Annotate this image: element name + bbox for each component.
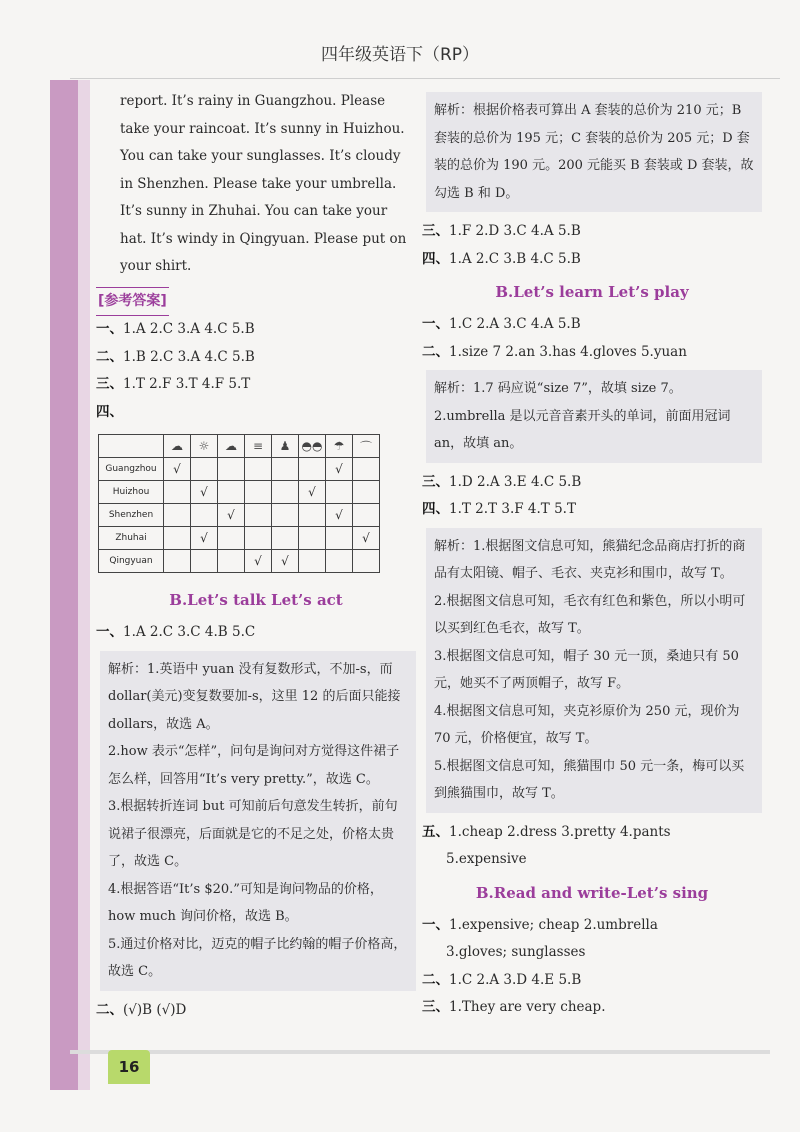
city-label: Zhuhai <box>99 527 164 550</box>
table-cell <box>299 504 326 527</box>
analysis-paragraph: 解析：1.7 码应说“size 7”，故填 size 7。 <box>434 381 682 396</box>
answer-row <box>422 469 762 497</box>
analysis-paragraph: 解析：根据价格表可算出 A 套装的总价为 210 元；B 套装的总价为 195 元；C 套装的总价为 205 元；D 套装的总价为 190 元。200 元能买 B 套装或 D 套装，故勾选 B 和 D。 <box>434 103 754 201</box>
sunglasses-icon: ◓◓ <box>299 435 326 458</box>
table-cell <box>164 527 191 550</box>
answer-row: 5.expensive <box>446 851 527 867</box>
section-mark: 二、 <box>422 343 449 360</box>
analysis-box <box>426 528 762 813</box>
check-mark-cell: √ <box>299 481 326 504</box>
table-cell <box>272 504 299 527</box>
table-cell <box>272 481 299 504</box>
hat-icon: ⌒ <box>353 435 380 458</box>
analysis-box <box>426 92 762 212</box>
answer-text: 1.They are very cheap. <box>449 999 606 1015</box>
table-cell <box>191 504 218 527</box>
table-cell <box>299 527 326 550</box>
left-column <box>96 88 416 1024</box>
section-mark: 三、 <box>422 223 449 239</box>
section-mark: 四、 <box>96 403 123 420</box>
check-mark-cell: √ <box>218 504 245 527</box>
analysis-paragraph: 2.how 表示“怎样”，问句是询问对方觉得这件裙子怎么样，回答用“It’s very pretty.”，故选 C。 <box>108 744 400 787</box>
table-cell <box>299 458 326 481</box>
table-cell <box>164 550 191 573</box>
analysis-paragraph: 4.根据图文信息可知，夹克衫原价为 250 元，现价为 70 元，价格便宜，故写 T。 <box>434 703 740 746</box>
table-cell <box>299 550 326 573</box>
answer-row <box>422 218 762 246</box>
answer-row <box>96 316 416 344</box>
answer-key-line <box>96 287 416 317</box>
answer-row <box>422 967 762 995</box>
analysis-paragraph: 3.根据转折连词 but 可知前后句意发生转折，前句说裙子很漂亮，后面就是它的不足之处，价格太贵了，故选 C。 <box>108 799 398 869</box>
header-title: 四年级英语下（RP） <box>320 45 480 65</box>
table-cell <box>245 527 272 550</box>
answer-text: 1.B 2.C 3.A 4.C 5.B <box>123 348 255 365</box>
side-band-light <box>78 80 90 1090</box>
section-mark: 一、 <box>96 624 123 640</box>
shirt-icon: ♟ <box>272 435 299 458</box>
table-row <box>99 504 380 527</box>
sunny-icon: ☼ <box>191 435 218 458</box>
answer-row <box>96 997 416 1025</box>
answer-key-label: [参考答案] <box>96 287 169 317</box>
table-cell <box>326 481 353 504</box>
answer-row <box>96 399 416 427</box>
section-mark: 二、 <box>422 971 449 988</box>
check-mark-cell: √ <box>164 458 191 481</box>
table-cell <box>218 458 245 481</box>
answer-row <box>422 912 762 940</box>
analysis-box <box>426 370 762 463</box>
section-mark: 一、 <box>422 316 449 332</box>
table-cell <box>353 481 380 504</box>
right-column <box>422 88 762 1022</box>
analysis-paragraph: 5.通过价格对比，迈克的帽子比约翰的帽子价格高，故选 C。 <box>108 936 407 979</box>
table-cell <box>191 458 218 481</box>
table-cell <box>218 481 245 504</box>
listening-passage: report. It’s rainy in Guangzhou. Please take your raincoat. It’s sunny in Huizhou. You can take your sunglasses. It’s cloudy in Shenzhen. Please take your umbrella. It’s sunny in Zhuhai. You can take your hat. It’s windy in Qingyuan. Please put on your shirt. <box>120 93 407 274</box>
answer-text: 1.T 2.T 3.F 4.T 5.T <box>449 501 576 517</box>
table-cell <box>245 481 272 504</box>
answer-row <box>96 371 416 399</box>
windy-icon: ≡ <box>245 435 272 458</box>
answer-text: 1.expensive; cheap 2.umbrella <box>449 916 658 933</box>
table-cell <box>326 550 353 573</box>
section-mark: 三、 <box>422 999 449 1015</box>
analysis-paragraph: 解析：1.英语中 yuan 没有复数形式，不加-s，而 dollar(美元)变复数要加-s，这里 12 的后面只能接 dollars，故选 A。 <box>108 661 401 732</box>
answer-row <box>422 496 762 524</box>
city-label: Guangzhou <box>99 458 164 481</box>
section-heading-learn: B.Let’s learn Let’s play <box>495 283 689 301</box>
answer-text: 1.A 2.C 3.B 4.C 5.B <box>449 250 581 267</box>
answer-row <box>422 994 762 1022</box>
check-mark-cell: √ <box>272 550 299 573</box>
answer-row <box>96 619 416 647</box>
umbrella-icon: ☂ <box>326 435 353 458</box>
check-mark-cell: √ <box>245 550 272 573</box>
section-mark: 四、 <box>422 250 449 267</box>
section-heading-read: B.Read and write-Let’s sing <box>475 883 709 902</box>
answer-text: 1.C 2.A 3.D 4.E 5.B <box>449 971 582 988</box>
section-mark: 三、 <box>96 376 123 392</box>
analysis-paragraph: 2.umbrella 是以元音音素开头的单词，前面用冠词 an，故填 an。 <box>434 408 731 451</box>
header-rule <box>70 78 780 79</box>
analysis-paragraph: 5.根据图文信息可知，熊猫围巾 50 元一条，梅可以买到熊猫围巾，故写 T。 <box>434 758 745 801</box>
section-mark: 二、 <box>96 348 123 365</box>
answer-text: 1.cheap 2.dress 3.pretty 4.pants <box>449 823 671 840</box>
table-cell <box>272 527 299 550</box>
weather-table <box>98 434 380 573</box>
answer-row <box>422 311 762 339</box>
section-heading-talk: B.Let’s talk Let’s act <box>169 591 343 609</box>
table-cell <box>164 481 191 504</box>
page-number: 16 <box>108 1050 150 1084</box>
answer-row <box>422 246 762 274</box>
analysis-paragraph: 4.根据答语“It’s $20.”可知是询问物品的价格，how much 询问价格，故选 B。 <box>108 881 383 924</box>
answer-text: (√)B (√)D <box>123 1001 187 1018</box>
section-mark: 一、 <box>422 916 449 933</box>
analysis-box <box>100 651 416 991</box>
table-cell <box>245 504 272 527</box>
answer-row <box>422 819 762 847</box>
table-cell <box>218 550 245 573</box>
check-mark-cell: √ <box>191 481 218 504</box>
answer-row: 3.gloves; sunglasses <box>446 944 586 960</box>
check-mark-cell: √ <box>326 504 353 527</box>
answer-text: 1.T 2.F 3.T 4.F 5.T <box>123 376 251 392</box>
answer-text: 1.size 7 2.an 3.has 4.gloves 5.yuan <box>449 343 687 360</box>
table-cell <box>191 550 218 573</box>
section-mark: 四、 <box>422 501 449 517</box>
table-row <box>99 550 380 573</box>
check-mark-cell: √ <box>191 527 218 550</box>
table-cell <box>353 504 380 527</box>
section-mark: 三、 <box>422 473 449 490</box>
table-cell <box>272 458 299 481</box>
section-mark: 一、 <box>96 321 123 337</box>
weather-icon-row <box>99 435 380 458</box>
table-row <box>99 458 380 481</box>
page-bottom-edge <box>70 1050 770 1054</box>
answer-text: 1.A 2.C 3.C 4.B 5.C <box>123 624 256 640</box>
city-label: Shenzhen <box>99 504 164 527</box>
answer-row <box>96 344 416 372</box>
table-row <box>99 527 380 550</box>
table-cell <box>218 527 245 550</box>
table-cell <box>245 458 272 481</box>
table-cell <box>353 458 380 481</box>
answer-text: 1.A 2.C 3.A 4.C 5.B <box>123 321 255 337</box>
table-cell <box>353 550 380 573</box>
rainy-icon: ☁ <box>164 435 191 458</box>
section-mark: 二、 <box>96 1001 123 1018</box>
city-label: Qingyuan <box>99 550 164 573</box>
cloudy-icon: ☁ <box>218 435 245 458</box>
answer-text: 1.C 2.A 3.C 4.A 5.B <box>449 316 581 332</box>
answer-row <box>422 339 762 367</box>
answer-text: 1.D 2.A 3.E 4.C 5.B <box>449 473 582 490</box>
analysis-paragraph: 3.根据图文信息可知，帽子 30 元一顶，桑迪只有 50 元，她买不了两顶帽子，故写 F。 <box>434 648 739 691</box>
table-cell <box>326 527 353 550</box>
table-row <box>99 481 380 504</box>
table-cell <box>164 504 191 527</box>
side-band <box>50 80 78 1090</box>
table-corner <box>99 435 164 458</box>
answer-text: 1.F 2.D 3.C 4.A 5.B <box>449 223 581 239</box>
analysis-paragraph: 2.根据图文信息可知，毛衣有红色和紫色，所以小明可以买到红色毛衣，故写 T。 <box>434 593 746 636</box>
analysis-paragraph: 解析：1.根据图文信息可知，熊猫纪念品商店打折的商品有太阳镜、帽子、毛衣、夹克衫和围巾，故写 T。 <box>434 538 746 581</box>
section-mark: 五、 <box>422 823 449 840</box>
check-mark-cell: √ <box>326 458 353 481</box>
city-label: Huizhou <box>99 481 164 504</box>
check-mark-cell: √ <box>353 527 380 550</box>
